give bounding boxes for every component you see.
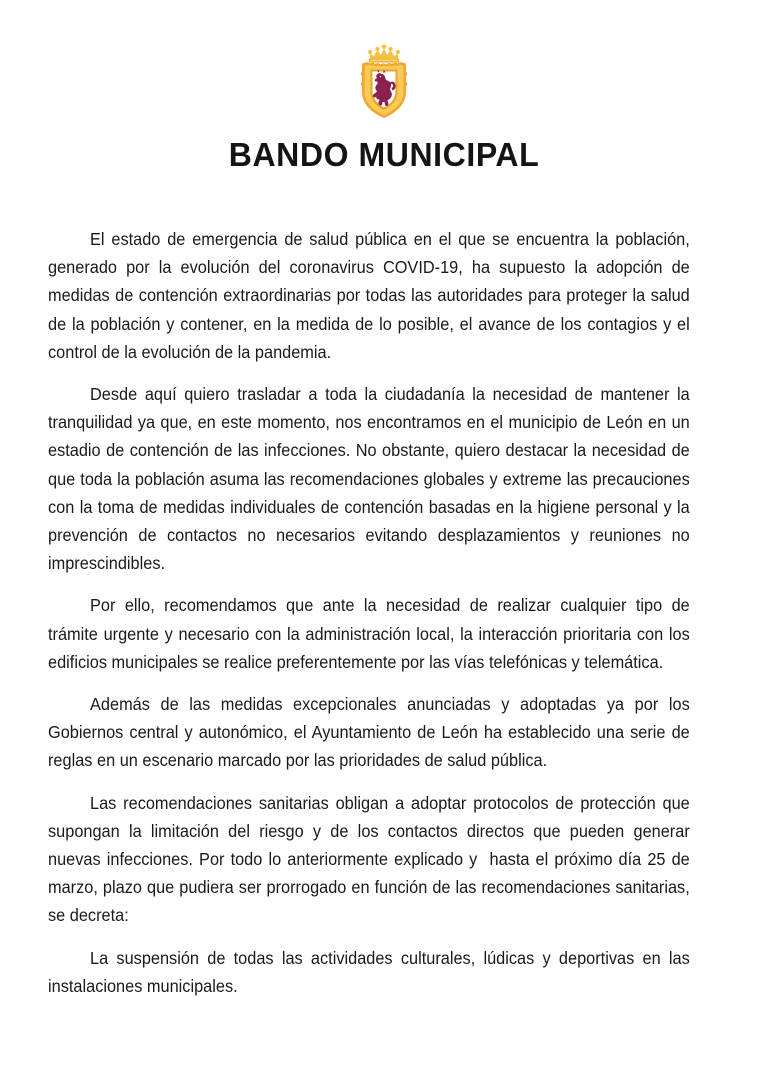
page-title: BANDO MUNICIPAL	[228, 136, 540, 173]
paragraph-2: Desde aquí quiero trasladar a toda la ciudadanía la necesidad de mantener la tranquilidad ya que, en este momento, nos encontramos en el municipio de León en un estadio de contención de las infecciones. No obstante, quiero destacar la necesidad de que toda la población asuma las recomendaciones globales y extreme las precauciones con la toma de medidas individuales de contención basadas en la higiene personal y la prevención de contactos no necesarios evitando desplazamientos y reuniones no imprescindibles.	[48, 385, 695, 574]
paragraph-3: Por ello, recomendamos que ante la necesidad de realizar cualquier tipo de trámite urgente y necesario con la administración local, la interacción prioritaria con los edificios municipales se realice preferentemente por las vías telefónicas y telemática.	[48, 596, 695, 672]
paragraph-5: Las recomendaciones sanitarias obligan a adoptar protocolos de protección que supongan la limitación del riesgo y de los contactos directos que pueden generar nuevas infecciones. Por todo lo anteriormente explicado y hasta el próximo día 25 de marzo, plazo que pudiera ser prorrogado en función de las recomendaciones sanitarias, se decreta:	[48, 793, 695, 926]
emblem-container	[0, 42, 768, 120]
paragraph-1: El estado de emergencia de salud pública en el que se encuentra la población, generado por la evolución del coronavirus COVID-19, ha supuesto la adopción de medidas de contención extraordinarias por todas las autoridades para proteger la salud de la población y contener, en la medida de lo posible, el avance de los contagios y el control de la evolución de la pandemia.	[48, 230, 695, 362]
paragraph-6: La suspensión de todas las actividades culturales, lúdicas y deportivas en las instalaciones municipales.	[48, 948, 695, 996]
document-body	[48, 226, 720, 1001]
coat-of-arms-leon-icon	[355, 42, 413, 120]
crown-icon	[368, 44, 400, 62]
paragraph-4: Además de las medidas excepcionales anunciadas y adoptadas ya por los Gobiernos central y autonómico, el Ayuntamiento de León ha establecido una serie de reglas en un escenario marcado por las prioridades de salud pública.	[48, 695, 695, 771]
